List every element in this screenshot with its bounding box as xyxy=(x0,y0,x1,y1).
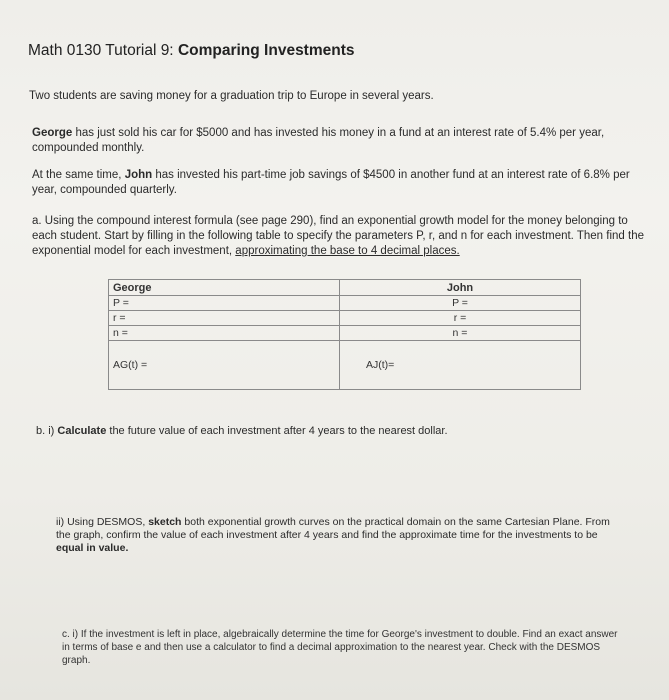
george-paragraph xyxy=(32,126,632,156)
part-b-ii-prefix: ii) Using DESMOS, xyxy=(56,516,149,528)
header-john: John xyxy=(340,280,581,296)
george-p-cell: P = xyxy=(109,296,340,311)
table-model-row xyxy=(109,341,581,390)
john-p-cell: P = xyxy=(340,296,581,311)
title-prefix: Math 0130 Tutorial 9: xyxy=(28,42,174,59)
table-row xyxy=(109,311,581,326)
table-row xyxy=(109,326,581,341)
part-b-i-prefix: b. i) xyxy=(36,425,58,437)
george-n-cell: n = xyxy=(109,326,340,341)
header-george: George xyxy=(109,280,340,296)
page-title xyxy=(28,42,355,60)
john-r-cell: r = xyxy=(340,311,581,326)
parameters-table xyxy=(108,279,581,390)
part-a-paragraph xyxy=(32,214,652,259)
john-model-cell: AJ(t)= xyxy=(340,341,581,390)
part-b-ii xyxy=(56,516,626,555)
john-n-cell: n = xyxy=(340,326,581,341)
john-prefix: At the same time, xyxy=(32,169,125,181)
john-paragraph xyxy=(32,168,652,198)
george-text: has just sold his car for $5000 and has invested his money in a fund at an interest rate of 5.4% per year, compounded monthly. xyxy=(32,127,605,154)
title-bold: Comparing Investments xyxy=(177,42,355,59)
part-b-i xyxy=(36,424,448,439)
intro-paragraph: Two students are saving money for a graduation trip to Europe in several years. xyxy=(29,90,434,102)
george-name: George xyxy=(32,127,73,139)
george-r-cell: r = xyxy=(109,311,340,326)
john-name: John xyxy=(124,169,153,181)
part-b-i-bold: Calculate xyxy=(57,425,107,437)
part-b-ii-text: both exponential growth curves on the practical domain on the same Cartesian Plane. From the graph, confirm the value of each investment after 4 years and find the approximate time for the investments to be xyxy=(56,516,610,541)
part-b-ii-bold: sketch xyxy=(148,516,182,528)
george-model-cell: AG(t) = xyxy=(109,341,340,390)
part-b-ii-bold-end: equal in value. xyxy=(56,542,129,554)
john-text: has invested his part-time job savings of $4500 in another fund at an interest rate of 6.8% per year, compounded quarterly. xyxy=(32,169,630,196)
part-a-text: a. Using the compound interest formula (see page 290), find an exponential growth model for the money belonging to each student. Start by filling in the following table to specify the parameters P, r, and n for each investment. Then find the exponential model for each investment, xyxy=(32,215,644,257)
table-header-row xyxy=(109,280,581,296)
table-row xyxy=(109,296,581,311)
part-c-i: c. i) If the investment is left in place, algebraically determine the time for George's investment to double. Find an exact answer in terms of base e and then use a calculator to find a decimal approximation to the nearest year. Check with the DESMOS graph. xyxy=(62,629,618,666)
part-a-underlined: approximating the base to 4 decimal places. xyxy=(235,245,460,257)
part-b-i-text: the future value of each investment after 4 years to the nearest dollar. xyxy=(106,425,448,437)
